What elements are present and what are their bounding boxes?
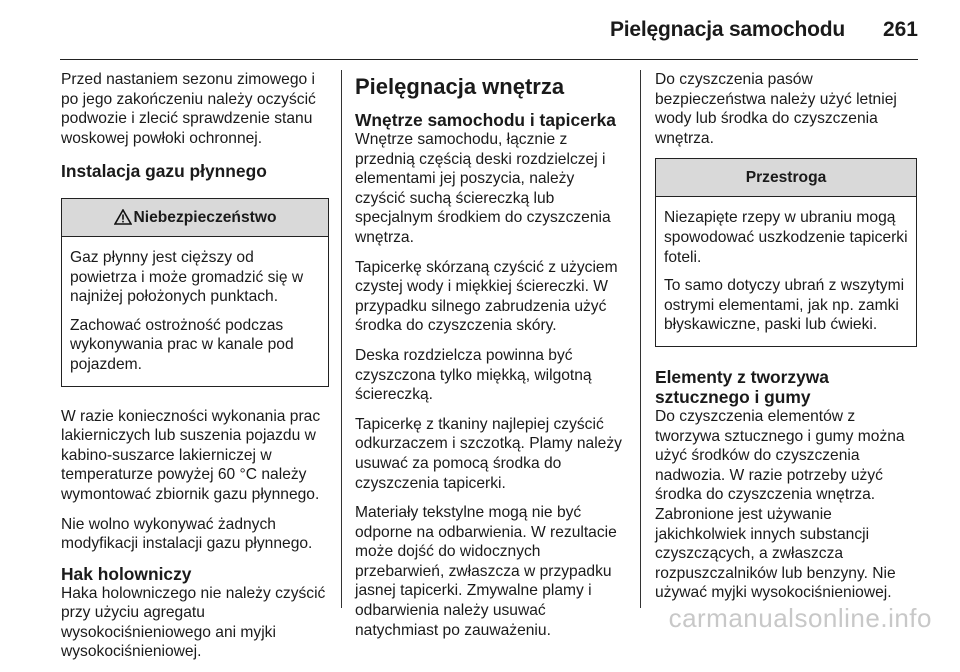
danger-box <box>61 198 329 387</box>
danger-box-header <box>62 199 328 237</box>
lpg-paragraph-1: W razie konieczności wykonania prac lakierniczych lub suszenia pojazdu w kabino-suszarce lakierniczej w temperaturze powyżej 60 °C należy wymontować zbiornik gazu płynnego. <box>61 407 321 503</box>
chapter-title: Pielęgnacja samochodu <box>609 18 845 41</box>
interior-paragraph-2: Tapicerkę skórzaną czyścić z użyciem czystej wody i miękkiej ściereczki. W przypadku silnego zabrudzenia użyć środka do czyszczenia skóry. <box>355 258 618 335</box>
danger-box-title: Niebezpieczeństwo <box>133 208 277 226</box>
column-1 <box>61 70 329 672</box>
intro-paragraph: Przed nastaniem sezonu zimowego i po jego zakończeniu należy oczyścić podwozie i zlecić sprawdzenie stanu woskowej powłoki ochronnej. <box>61 71 316 147</box>
plastic-heading-line-1: Elementy z tworzywa <box>655 366 829 387</box>
danger-box-body <box>62 237 328 386</box>
column-divider-2 <box>640 70 641 608</box>
caution-box-title: Przestroga <box>745 169 827 187</box>
interior-subheading: Wnętrze samochodu i tapicerka <box>355 110 616 130</box>
danger-paragraph-1: Gaz płynny jest cięższy od powietrza i może gromadzić się w najniżej położonych punktach. <box>70 248 304 306</box>
lpg-heading: Instalacja gazu płynnego <box>61 161 267 182</box>
column-divider-1 <box>341 70 342 608</box>
plastic-heading-line-2: sztucznego i gumy <box>655 386 811 407</box>
page-number: 261 <box>882 18 918 41</box>
plastic-paragraph: Do czyszczenia elementów z tworzywa sztucznego i gumy można użyć środków do czyszczenia nadwozia. W razie potrzeby użyć środka do czyszczenia wnętrza. Zabronione jest używanie jakichkolwiek innych substancji czyszczących, a zwłaszcza rozpuszczalników lub benzyny. Nie używać myjki wysokociśnieniowej. <box>655 407 905 602</box>
page-header <box>0 0 960 56</box>
interior-paragraph-3: Deska rozdzielcza powinna być czyszczona tylko miękką, wilgotną ściereczką. <box>355 346 592 404</box>
interior-paragraph-5: Materiały tekstylne mogą nie być odporne na odbarwienia. W rezultacie może dojść do widocznych przebarwień, zwłaszcza w przypadku jasnej tapicerki. Zmywalne plamy i odbarwienia należy usuwać natychmiast po zauważeniu. <box>355 504 617 639</box>
caution-box-header <box>656 159 916 197</box>
lpg-paragraph-2: Nie wolno wykonywać żadnych modyfikacji instalacji gazu płynnego. <box>61 515 313 553</box>
watermark: carmanualsonline.info <box>668 603 932 633</box>
caution-box <box>655 158 917 347</box>
caution-box-body <box>656 197 916 346</box>
column-3 <box>655 70 917 613</box>
hitch-heading: Hak holowniczy <box>61 563 192 584</box>
interior-paragraph-4: Tapicerkę z tkaniny najlepiej czyścić odkurzaczem i szczotką. Plamy należy usuwać za pomocą środka do czyszczenia tapicerki. <box>355 415 622 492</box>
caution-paragraph-1: Niezapięte rzepy w ubraniu mogą spowodować uszkodzenie tapicerki foteli. <box>664 209 908 266</box>
belts-paragraph: Do czyszczenia pasów bezpieczeństwa należy użyć letniej wody lub środka do czyszczenia wnętrza. <box>655 71 897 147</box>
caution-paragraph-2: To samo dotyczy ubrań z wszytymi ostrymi elementami, jak np. zamki błyskawiczne, paski lub ćwieki. <box>664 277 905 334</box>
section-title: Pielęgnacja wnętrza <box>355 74 565 99</box>
danger-paragraph-2: Zachować ostrożność podczas wykonywania prac w kanale pod pojazdem. <box>70 316 294 373</box>
warning-triangle-icon <box>114 209 132 225</box>
header-divider <box>60 59 918 60</box>
plastic-heading <box>655 367 917 407</box>
interior-paragraph-1: Wnętrze samochodu, łącznie z przednią częścią deski rozdzielczej i elementami jej poszycia, należy czyścić suchą ściereczką lub specjalnym środkiem do czyszczenia wnętrza. <box>355 131 611 246</box>
hitch-paragraph: Haka holowniczego nie należy czyścić przy użyciu agregatu wysokociśnieniowego ani myjki wysokociśnieniowej. <box>61 584 326 661</box>
column-2 <box>355 70 625 650</box>
